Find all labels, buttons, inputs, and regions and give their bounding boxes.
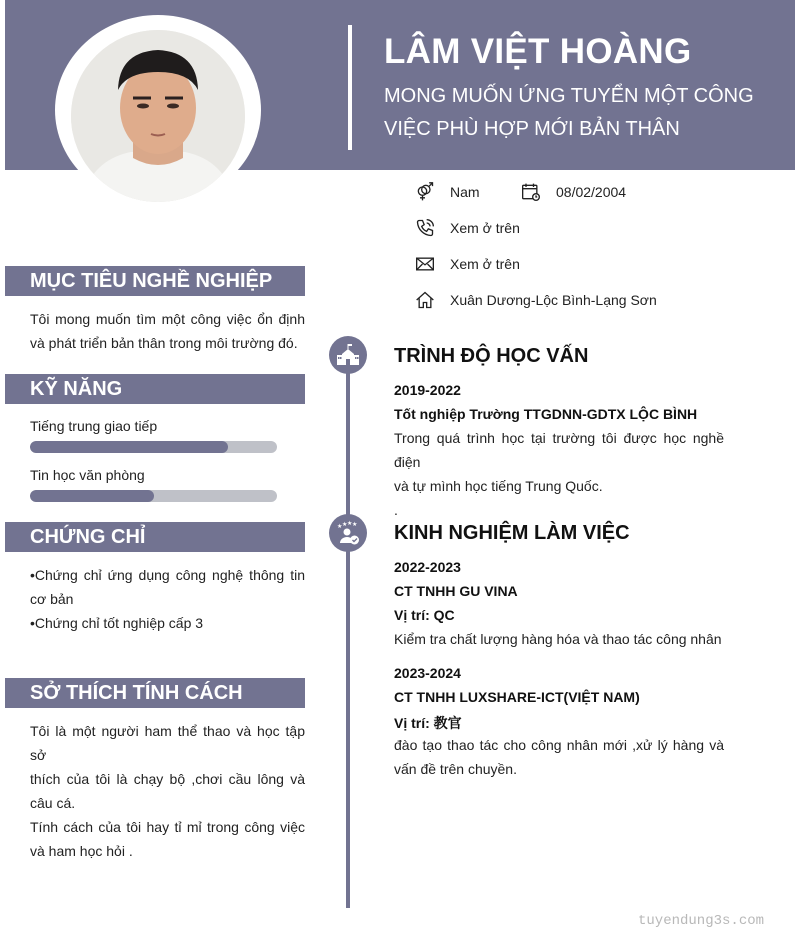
gender-info <box>414 181 480 203</box>
gender-icon <box>414 181 436 203</box>
mail-icon <box>414 253 436 275</box>
phone-icon <box>414 217 436 239</box>
rated-user-icon <box>329 514 367 552</box>
hobby-line: và ham học hỏi . <box>30 843 133 859</box>
hobby-line: Tôi là một người ham thể thao và học tập sở <box>30 723 305 763</box>
experience-heading: KINH NGHIỆM LÀM VIỆC <box>394 522 630 544</box>
hobbies-heading: SỞ THÍCH TÍNH CÁCH <box>5 678 305 708</box>
job-company: CT TNHH GU VINA <box>394 583 518 599</box>
career-goal-line: và phát triển bản thân trong môi trường đó. <box>30 335 298 351</box>
portrait-photo <box>71 30 245 202</box>
skill-bar <box>30 490 277 502</box>
email-info <box>414 253 520 275</box>
svg-text:★: ★ <box>337 524 343 530</box>
career-goal-heading: MỤC TIÊU NGHỀ NGHIỆP <box>5 266 305 296</box>
address-value: Xuân Dương-Lộc Bình-Lạng Sơn <box>450 292 657 308</box>
career-goal-line: Tôi mong muốn tìm một công việc ổn định <box>30 311 305 327</box>
education-period: 2019-2022 <box>394 382 461 398</box>
objective-line-2: VIỆC PHÙ HỢP MỚI BẢN THÂN <box>384 118 680 140</box>
gender-value: Nam <box>450 184 480 200</box>
skill-bar-fill <box>30 441 228 453</box>
education-desc-line: Trong quá trình học tại trường tôi được học nghề điện <box>394 430 724 470</box>
hobby-line: Tính cách của tôi hay tỉ mỉ trong công việc <box>30 819 305 835</box>
job-desc-line: đào tạo thao tác cho công nhân mới ,xử lý hàng và <box>394 737 724 753</box>
certificate-line: cơ bản <box>30 591 74 607</box>
career-objective-headline <box>384 80 764 146</box>
hobbies-text <box>30 719 305 863</box>
svg-text:★: ★ <box>342 522 348 528</box>
objective-line-1: MONG MUỐN ỨNG TUYỂN MỘT CÔNG <box>384 85 754 107</box>
education-heading: TRÌNH ĐỘ HỌC VẤN <box>394 345 589 367</box>
skill-label: Tin học văn phòng <box>30 467 145 483</box>
job-period: 2022-2023 <box>394 559 461 575</box>
education-school: Tốt nghiệp Trường TTGDNN-GDTX LỘC BÌNH <box>394 406 698 422</box>
education-description <box>394 426 724 522</box>
certificates-text <box>30 563 305 635</box>
education-desc-line: và tự mình học tiếng Trung Quốc. <box>394 478 603 494</box>
education-desc-line: . <box>394 502 398 518</box>
hobby-line: thích của tôi là chạy bộ ,chơi cầu lông và <box>30 771 305 787</box>
avatar <box>71 30 245 202</box>
job-description <box>394 733 724 781</box>
skill-bar-fill <box>30 490 154 502</box>
birthday-value: 08/02/2004 <box>556 184 627 200</box>
career-goal-text <box>30 307 305 355</box>
job-period: 2023-2024 <box>394 665 461 681</box>
watermark: tuyendung3s.com <box>638 913 765 929</box>
birthday-info <box>520 181 626 203</box>
timeline-line <box>346 355 353 908</box>
skill-label: Tiếng trung giao tiếp <box>30 418 158 434</box>
hobby-line: câu cá. <box>30 795 76 811</box>
job-desc-line: vấn đề trên chuyền. <box>394 761 517 777</box>
email-value: Xem ở trên <box>450 256 520 272</box>
title-divider <box>348 25 352 150</box>
svg-text:★: ★ <box>352 522 358 528</box>
job-position: Vị trí: 教官 <box>394 715 462 731</box>
job-description: Kiểm tra chất lượng hàng hóa và thao tác công nhân <box>394 631 722 647</box>
candidate-name: LÂM VIỆT HOÀNG <box>384 32 692 71</box>
job-position: Vị trí: QC <box>394 607 455 623</box>
job-company: CT TNHH LUXSHARE-ICT(VIỆT NAM) <box>394 689 640 705</box>
school-icon <box>329 336 367 374</box>
svg-text:★: ★ <box>347 521 353 527</box>
calendar-icon <box>520 181 542 203</box>
phone-value: Xem ở trên <box>450 220 520 236</box>
certificate-line: •Chứng chỉ ứng dụng công nghệ thông tin <box>30 567 305 583</box>
phone-info <box>414 217 520 239</box>
skills-heading: KỸ NĂNG <box>5 374 305 404</box>
skill-bar <box>30 441 277 453</box>
certificates-heading: CHỨNG CHỈ <box>5 522 305 552</box>
home-icon <box>414 289 436 311</box>
address-info <box>414 289 657 311</box>
certificate-line: •Chứng chỉ tốt nghiệp cấp 3 <box>30 615 204 631</box>
